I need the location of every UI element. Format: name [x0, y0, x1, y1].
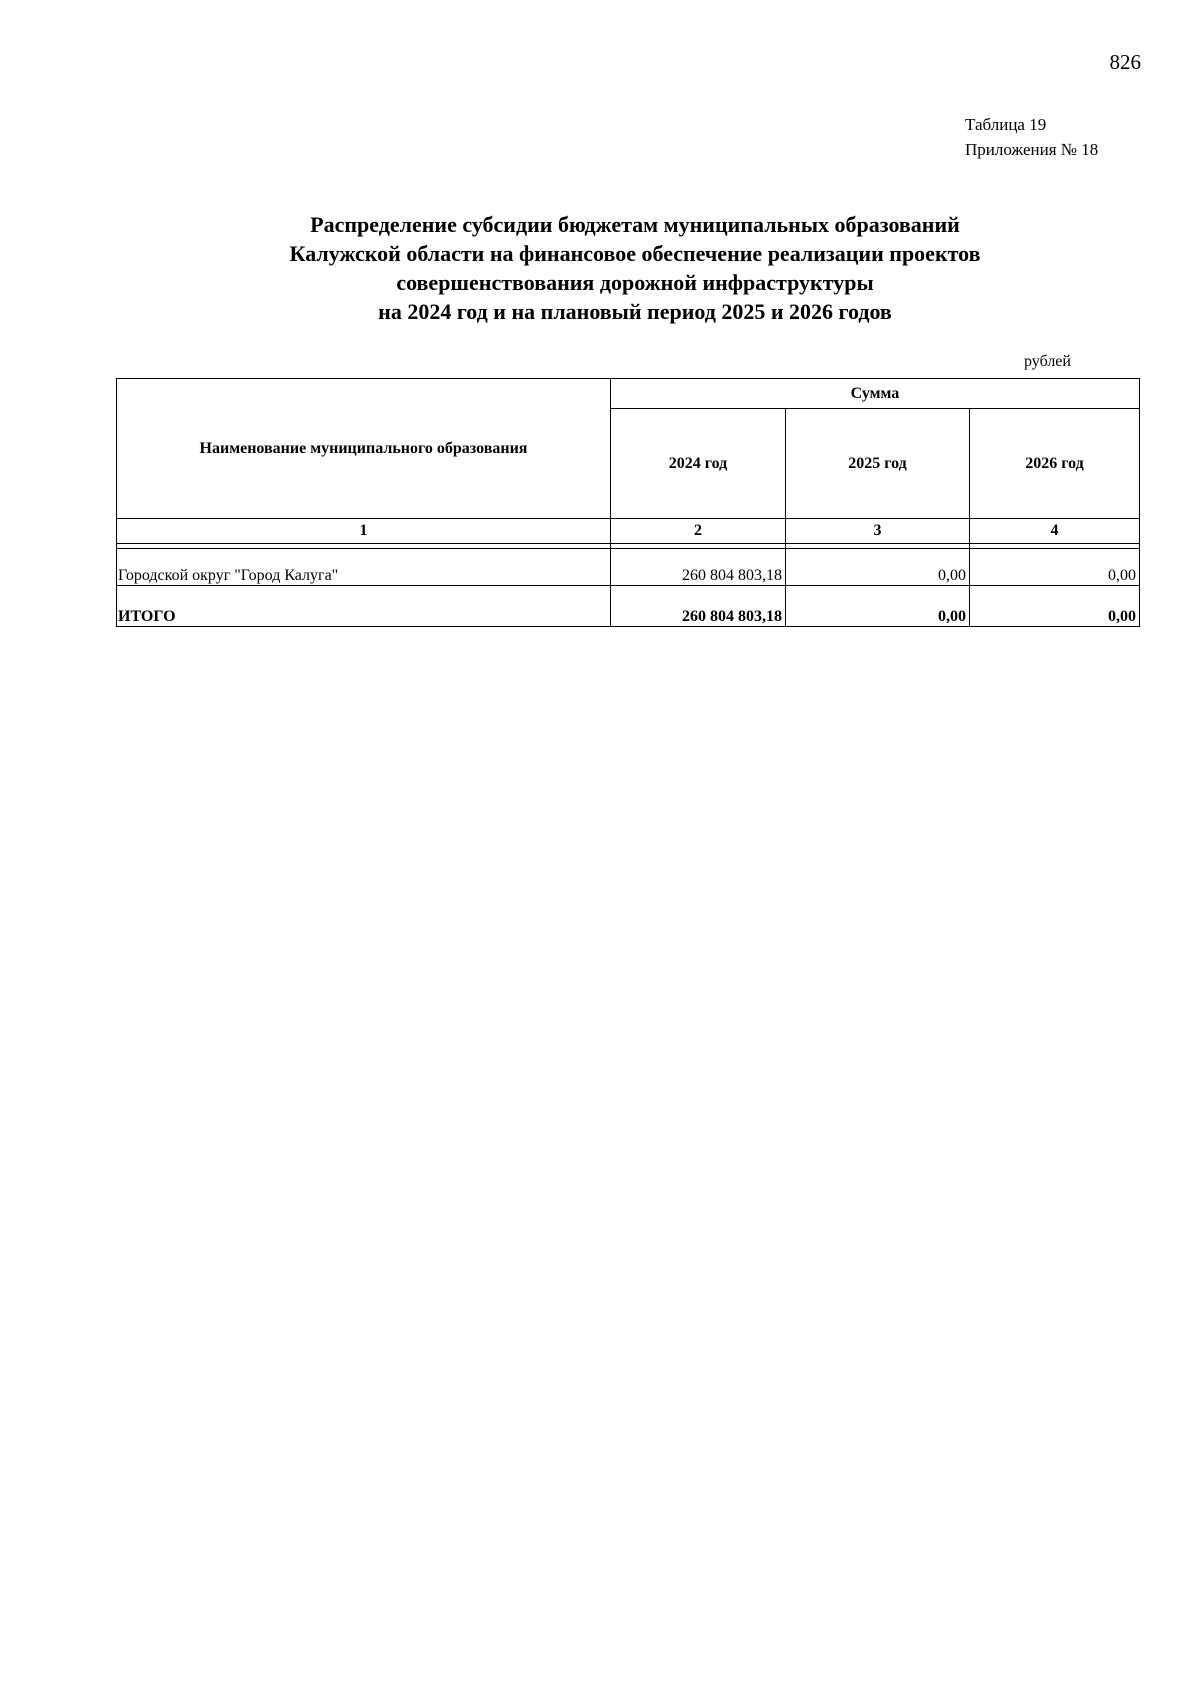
total-2024: 260 804 803,18: [611, 586, 786, 627]
title-line-1: Распределение субсидии бюджетам муниципальных образований: [310, 212, 960, 237]
amount-2024: 260 804 803,18: [611, 549, 786, 586]
column-number-row: [117, 519, 1140, 544]
title-line-2: Калужской области на финансовое обеспечение реализации проектов: [289, 241, 981, 266]
total-label: ИТОГО: [117, 586, 611, 627]
table-reference: [965, 112, 1098, 162]
sum-column-header: Сумма: [611, 379, 1140, 409]
year-header-2026: 2026 год: [970, 409, 1140, 519]
column-number: 1: [117, 519, 611, 544]
total-2025: 0,00: [786, 586, 970, 627]
year-header-2025: 2025 год: [786, 409, 970, 519]
amount-2026: 0,00: [970, 549, 1140, 586]
total-2026: 0,00: [970, 586, 1140, 627]
year-header-2024: 2024 год: [611, 409, 786, 519]
appendix-label: Приложения № 18: [965, 140, 1099, 159]
total-row: [117, 586, 1140, 627]
municipality-name: Городской округ "Город Калуга": [117, 549, 611, 586]
units-label: рублей: [1024, 353, 1071, 370]
document-title: [200, 210, 1070, 326]
column-number: 2: [611, 519, 786, 544]
subsidy-table: [116, 378, 1140, 627]
title-line-3: совершенствования дорожной инфраструктуры: [396, 270, 874, 295]
amount-2025: 0,00: [786, 549, 970, 586]
title-line-4: на 2024 год и на плановый период 2025 и 2026 годов: [378, 299, 892, 324]
table-row: [117, 549, 1140, 586]
column-number: 4: [970, 519, 1140, 544]
column-number: 3: [786, 519, 970, 544]
page-number: 826: [1109, 50, 1141, 74]
name-column-header: Наименование муниципального образования: [117, 379, 611, 519]
table-label: Таблица 19: [965, 115, 1047, 134]
